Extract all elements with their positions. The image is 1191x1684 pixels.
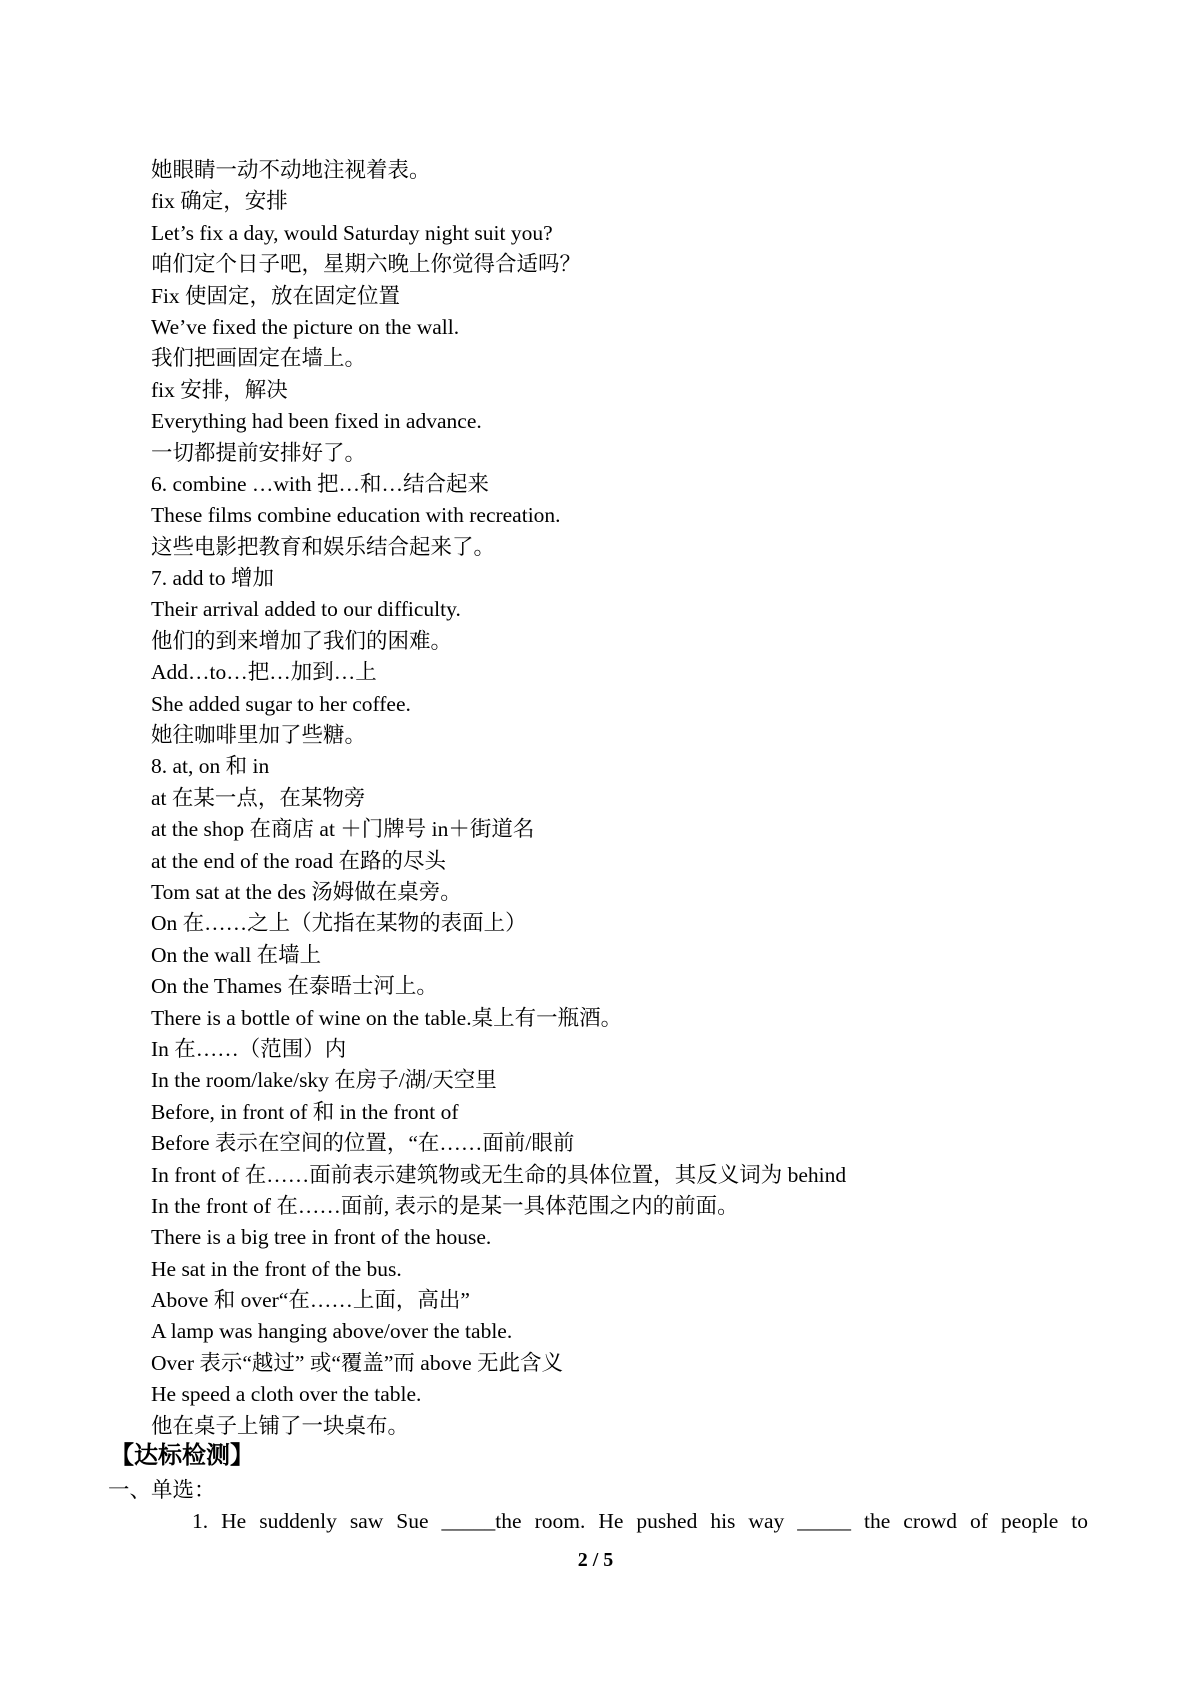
text-line: Before 表示在空间的位置，“在……面前/眼前 [151, 1131, 575, 1156]
text-line: Fix 使固定，放在固定位置 [151, 283, 401, 308]
text-line: at the end of the road 在路的尽头 [151, 848, 446, 873]
text-line: 咱们定个日子吧，星期六晚上你觉得合适吗？ [151, 252, 582, 277]
text-line: fix 确定，安排 [151, 189, 288, 214]
text-line: 我们把画固定在墙上。 [151, 346, 367, 371]
text-line: 她眼睛一动不动地注视着表。 [151, 158, 431, 182]
text-line: In the front of 在……面前, 表示的是某一具体范围之内的前面。 [151, 1193, 739, 1218]
text-line: In the room/lake/sky 在房子/湖/天空里 [151, 1068, 497, 1093]
text-line: A lamp was hanging above/over the table. [151, 1319, 513, 1344]
text-line: 他在桌子上铺了一块桌布。 [151, 1413, 410, 1438]
notes-body [151, 155, 1051, 1442]
text-line: There is a big tree in front of the house. [151, 1225, 492, 1250]
text-line: 她往咖啡里加了些糖。 [151, 723, 367, 748]
text-line: Tom sat at the des 汤姆做在桌旁。 [151, 879, 462, 904]
page-number: 2 / 5 [577, 1549, 614, 1571]
text-line: 这些电影把教育和娱乐结合起来了。 [151, 534, 496, 559]
text-line: There is a bottle of wine on the table.桌上有一瓶酒。 [151, 1005, 623, 1030]
text-line: 6. combine …with 把…和…结合起来 [151, 471, 490, 496]
text-line: On the wall 在墙上 [151, 942, 322, 967]
text-line: Add…to…把…加到…上 [151, 660, 377, 685]
text-line: On 在……之上（尤指在某物的表面上） [151, 911, 527, 936]
text-line: 他们的到来增加了我们的困难。 [151, 628, 453, 653]
text-line: In front of 在……面前表示建筑物或无生命的具体位置，其反义词为 behind [151, 1162, 847, 1187]
text-line: 7. add to 增加 [151, 566, 275, 591]
text-line: fix 安排，解决 [151, 377, 288, 402]
text-line: Everything had been fixed in advance. [151, 409, 482, 434]
text-line: These films combine education with recreation. [151, 503, 561, 528]
text-line: He speed a cloth over the table. [151, 1382, 422, 1407]
section-heading: 【达标检测】 [110, 1443, 254, 1469]
section-subheading: 一、单选： [108, 1478, 216, 1502]
text-line: Before, in front of 和 in the front of [151, 1099, 459, 1124]
text-line: On the Thames 在泰晤士河上。 [151, 974, 438, 999]
text-line: 一切都提前安排好了。 [151, 440, 367, 465]
text-line: We’ve fixed the picture on the wall. [151, 314, 460, 339]
question-1: 1. He suddenly saw Sue _____the room. He pushed his way _____ the crowd of people to [192, 1509, 1088, 1533]
text-line: He sat in the front of the bus. [151, 1256, 402, 1281]
text-line: Above 和 over“在……上面，高出” [151, 1288, 470, 1313]
text-line: In 在……（范围）内 [151, 1036, 347, 1061]
text-line: at the shop 在商店 at ＋门牌号 in＋街道名 [151, 817, 535, 842]
text-line: at 在某一点，在某物旁 [151, 785, 366, 810]
text-line: Their arrival added to our difficulty. [151, 597, 461, 622]
text-line: Let’s fix a day, would Saturday night suit you? [151, 220, 553, 245]
text-line: 8. at, on 和 in [151, 754, 270, 779]
text-line: Over 表示“越过” 或“覆盖”而 above 无此含义 [151, 1350, 563, 1375]
text-line: She added sugar to her coffee. [151, 691, 411, 716]
